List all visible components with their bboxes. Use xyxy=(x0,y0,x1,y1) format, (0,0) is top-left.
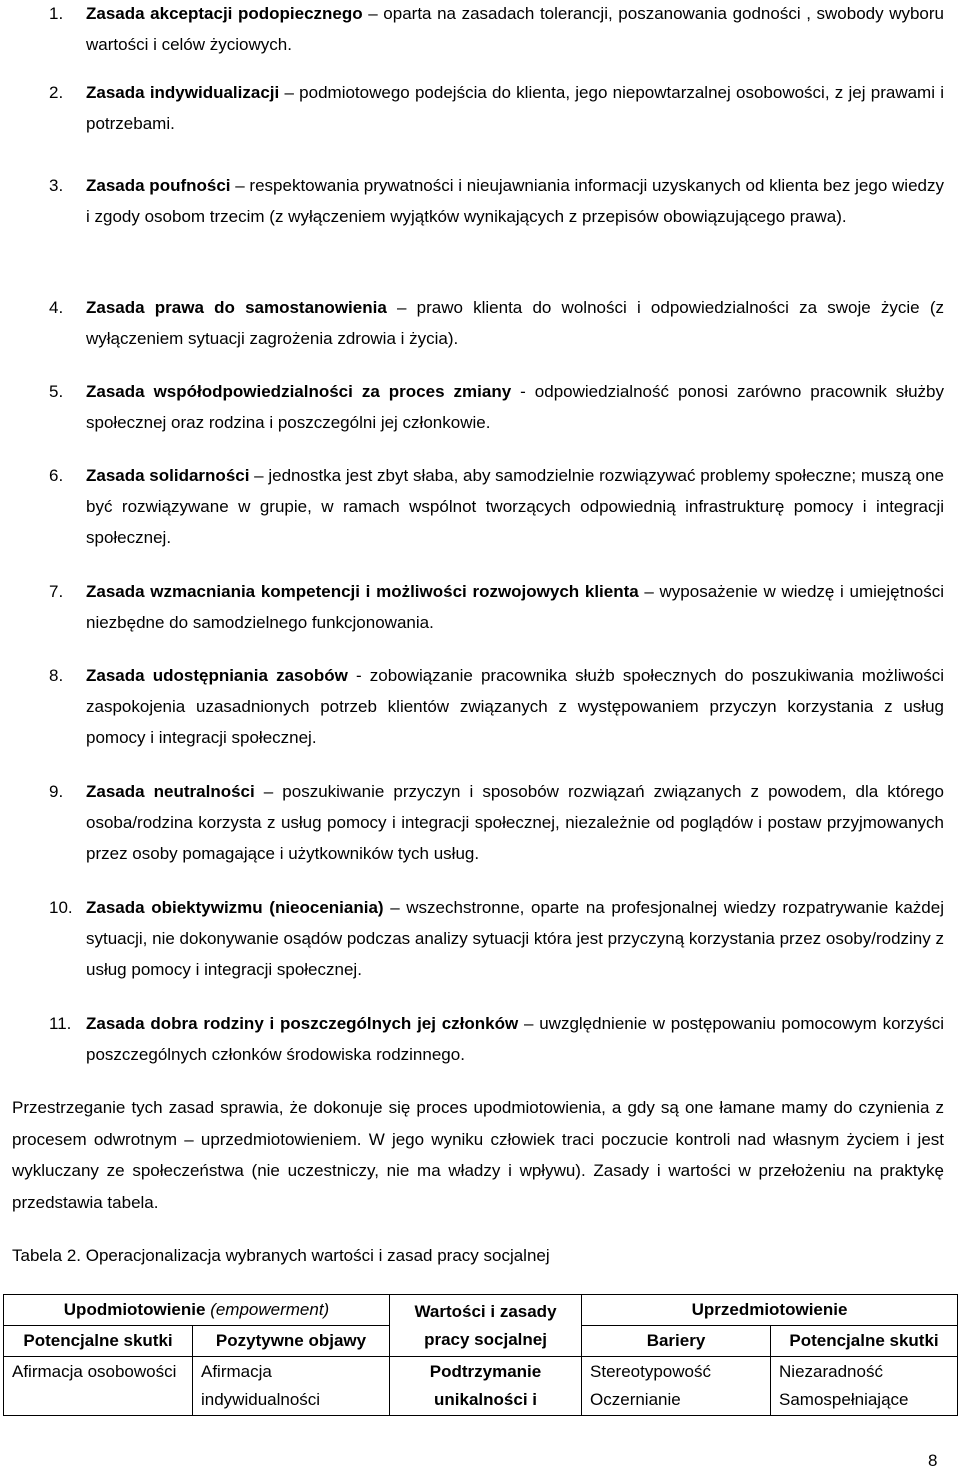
principle-term: Zasada neutralności xyxy=(86,782,255,801)
principle-term: Zasada udostępniania zasobów xyxy=(86,666,348,685)
subheader-positive-symptoms: Pozytywne objawy xyxy=(193,1326,390,1357)
principle-term: Zasada dobra rodziny i poszczególnych jej członków xyxy=(86,1014,519,1033)
list-item xyxy=(49,576,944,638)
item-number: 6. xyxy=(49,466,64,485)
empowerment-english: (empowerment) xyxy=(210,1300,330,1319)
principle-text: – prawo klienta do wolności i odpowiedzialności za swoje życie (z wyłączeniem sytuacji zagrożenia zdrowia i życia). xyxy=(86,298,944,348)
list-item xyxy=(49,292,944,354)
item-number: 1. xyxy=(49,4,64,23)
principle-text: – wszechstronne, oparte na profesjonalnej wiedzy rozpatrywanie każdej sytuacji, nie dokonywanie osądów podczas analizy sytuacji która jest przyczyną korzystania przez osoby/rodziny z usług pomocy i integracji społecznej. xyxy=(86,898,944,979)
principle-text: – respektowania prywatności i nieujawniania informacji uzyskanych od klienta bez jego wiedzy i zgody osobom trzecim (z wyłączeniem wyjątków wynikających z przepisów obowiązującego prawa). xyxy=(86,176,944,226)
table-caption: Tabela 2. Operacjonalizacja wybranych wartości i zasad pracy socjalnej xyxy=(12,1246,550,1265)
subheader-potential-effects: Potencjalne skutki xyxy=(4,1326,193,1357)
principle-text: – poszukiwanie przyczyn i sposobów rozwiązań związanych z powodem, dla którego osoba/rodzina korzysta z usług pomocy i integracji społecznej, niezależnie od poglądów i postaw przyjmowanych przez osoby pomagające i użytkowników tych usług. xyxy=(86,782,945,863)
principle-term: Zasada prawa do samostanowienia xyxy=(86,298,387,317)
table-cell: Stereotypowość Oczernianie xyxy=(582,1357,771,1416)
principle-term: Zasada współodpowiedzialności za proces zmiany xyxy=(86,382,512,401)
principle-text: - zobowiązanie pracownika służb społecznych do poszukiwania możliwości zaspokojenia uzasadnionych potrzeb klientów związanych z występowaniem przyczyn korzystania z usług pomocy i integracji społecznej. xyxy=(86,666,944,747)
empowerment-label: Upodmiotowienie xyxy=(63,1300,206,1319)
item-number: 11. xyxy=(49,1014,72,1033)
principle-term: Zasada solidarności xyxy=(86,466,250,485)
item-number: 3. xyxy=(49,176,64,195)
table-cell: Afirmacja osobowości xyxy=(4,1357,193,1416)
item-number: 8. xyxy=(49,666,64,685)
list-item xyxy=(49,660,944,753)
principle-term: Zasada wzmacniania kompetencji i możliwości rozwojowych klienta xyxy=(86,582,639,601)
list-item xyxy=(49,1008,944,1070)
table-row xyxy=(4,1295,958,1326)
item-number: 2. xyxy=(49,83,64,102)
empowerment-header xyxy=(4,1295,390,1326)
list-item xyxy=(49,0,945,60)
item-number: 4. xyxy=(49,298,64,317)
principle-term: Zasada obiektywizmu (nieoceniania) xyxy=(86,898,384,917)
list-item xyxy=(49,170,944,232)
table-cell: Niezaradność Samospełniające xyxy=(771,1357,958,1416)
principle-text: – oparta na zasadach tolerancji, poszanowania godności , swobody wyboru wartości i celów życiowych. xyxy=(86,4,945,54)
list-item xyxy=(49,892,944,985)
list-item xyxy=(49,376,944,438)
table-cell: Podtrzymanie unikalności i xyxy=(390,1357,582,1416)
item-number: 7. xyxy=(49,582,64,601)
principle-text: – wyposażenie w wiedzę i umiejętności niezbędne do samodzielnego funkcjonowania. xyxy=(86,582,944,632)
principle-term: Zasada akceptacji podopiecznego xyxy=(86,4,363,23)
item-number: 10. xyxy=(49,898,73,917)
objectification-header: Uprzedmiotowienie xyxy=(582,1295,958,1326)
subheader-barriers: Bariery xyxy=(582,1326,771,1357)
item-number: 9. xyxy=(49,782,64,801)
principle-text: – podmiotowego podejścia do klienta, jego niepowtarzalnej osobowości, z jej prawami i potrzebami. xyxy=(86,83,945,133)
body-paragraph: Przestrzeganie tych zasad sprawia, że dokonuje się proces upodmiotowienia, a gdy są one łamane mamy do czynienia z procesem odwrotnym – uprzedmiotowieniem. W jego wyniku człowiek traci poczucie kontroli nad własnym życiem i jest wykluczany ze społeczeństwa (nie uczestniczy, nie ma władzy i wpływu). Zasady i wartości w przełożeniu na praktykę przedstawia tabela. xyxy=(12,1098,944,1212)
page-number: 8 xyxy=(928,1451,938,1470)
principle-text: – jednostka jest zbyt słaba, aby samodzielnie rozwiązywać problemy społeczne; muszą one być rozwiązywane w grupie, w ramach wspólnot tworzących odpowiednią infrastrukturę pomocy i integracji społecznej. xyxy=(86,466,944,547)
list-item xyxy=(49,77,945,139)
principle-term: Zasada indywidualizacji xyxy=(86,83,280,102)
operationalization-table xyxy=(3,1294,958,1416)
principle-text: - odpowiedzialność ponosi zarówno pracownik służby społecznej oraz rodzina i poszczególni jej członkowie. xyxy=(86,382,944,432)
list-item xyxy=(49,776,945,869)
list-item xyxy=(49,460,944,553)
values-header: Wartości i zasady pracy socjalnej xyxy=(390,1295,582,1357)
principle-term: Zasada poufności xyxy=(86,176,231,195)
table-cell: Afirmacja indywidualności xyxy=(193,1357,390,1416)
subheader-potential-effects-2: Potencjalne skutki xyxy=(771,1326,958,1357)
item-number: 5. xyxy=(49,382,64,401)
table-row xyxy=(4,1357,958,1416)
principle-text: – uwzględnienie w postępowaniu pomocowym korzyści poszczególnych członków środowiska rodzinnego. xyxy=(86,1014,944,1064)
